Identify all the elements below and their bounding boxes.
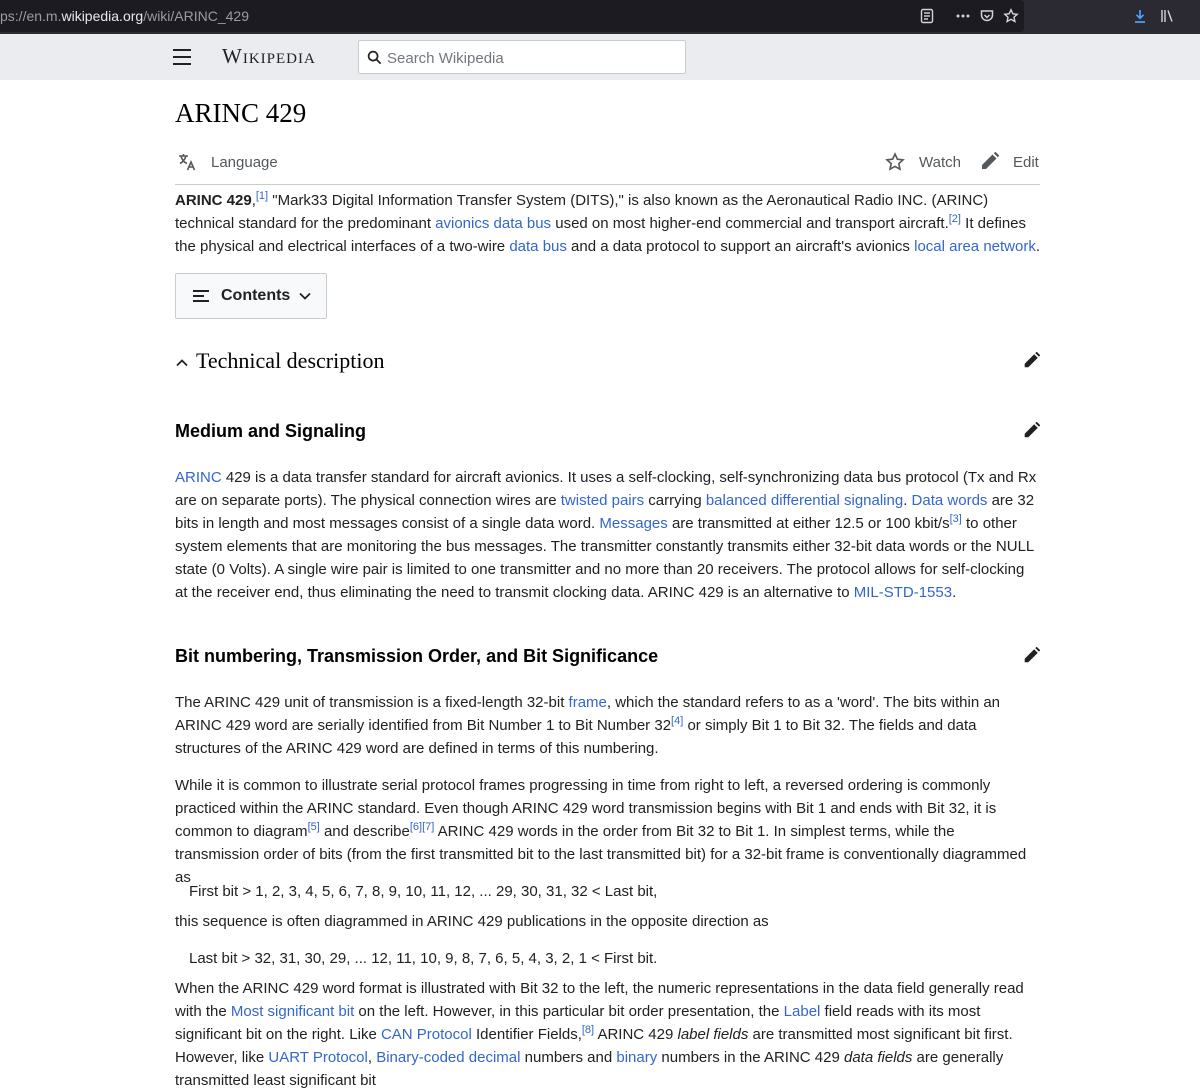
- body-text: .: [903, 492, 912, 509]
- search-input[interactable]: [385, 45, 679, 71]
- bit-order-line-2: Last bit > 32, 31, 30, 29, ... 12, 11, 10, 9, 8, 7, 6, 5, 4, 3, 2, 1 < First bit.: [189, 950, 658, 967]
- wiki-header: [0, 34, 1200, 80]
- body-text: Identifier Fields,: [471, 1026, 582, 1043]
- reference-1[interactable]: [1]: [255, 190, 269, 202]
- body-text: , which the standard refers to as a 'word'. The bits within an ARINC 429 word are serially identified from Bit Number 1 to Bit Number 32: [175, 694, 1001, 734]
- link-twisted-pairs[interactable]: twisted pairs: [560, 492, 645, 509]
- link-binary[interactable]: binary: [616, 1049, 658, 1066]
- link-data-words[interactable]: Data words: [911, 492, 988, 509]
- lead-text: used on most higher-end commercial and transport aircraft.: [551, 215, 949, 232]
- link-messages[interactable]: Messages: [599, 515, 668, 532]
- watch-button[interactable]: [885, 152, 961, 172]
- lead-text: It defines the physical and electrical interfaces of a two-wire: [175, 215, 1027, 255]
- reference-5[interactable]: [5]: [307, 821, 320, 833]
- section-heading: Technical description: [196, 348, 385, 373]
- body-text: ARINC 429 words in the order from Bit 32 to Bit 1. In simplest terms, while the transmission order of bits (from the first transmitted bit to the last transmitted bit) for a 32-bit frame is conventionally diagrammed as: [175, 823, 1027, 886]
- lead-text: .: [1035, 238, 1041, 255]
- search-icon: [367, 50, 382, 65]
- bit-numbering-paragraph-2: [175, 774, 1040, 889]
- link-arinc[interactable]: ARINC: [175, 469, 222, 486]
- link-label[interactable]: Label: [783, 1003, 821, 1020]
- reference-6[interactable]: [6]: [409, 821, 423, 833]
- link-can-protocol[interactable]: CAN Protocol: [380, 1026, 472, 1043]
- more-icon[interactable]: [954, 7, 972, 25]
- language-icon: [177, 152, 197, 172]
- collapse-chevron-icon[interactable]: [175, 356, 189, 370]
- pocket-icon[interactable]: [978, 7, 996, 25]
- download-icon[interactable]: [1131, 7, 1149, 25]
- body-text: ARINC 429: [594, 1026, 678, 1043]
- contents-label: Contents: [221, 287, 291, 304]
- language-label: Language: [211, 153, 278, 171]
- subsection-edit-pencil-icon[interactable]: [1022, 422, 1040, 440]
- wikipedia-logo[interactable]: Wikipedia: [222, 44, 316, 68]
- link-binary-coded-decimal[interactable]: Binary-coded decimal: [376, 1049, 521, 1066]
- body-text: field reads with its most significant bit on the right. Like: [175, 1003, 981, 1043]
- bit-numbering-paragraph-3: this sequence is often diagrammed in ARINC 429 publications in the opposite direction as: [175, 913, 769, 930]
- reference-8[interactable]: [8]: [581, 1024, 595, 1036]
- subsection-heading-bit-numbering: Bit numbering, Transmission Order, and Bit Significance: [175, 646, 659, 666]
- address-bar[interactable]: [0, 0, 1024, 32]
- body-text: and describe: [319, 823, 410, 840]
- lead-text: and a data protocol to support an aircraft's avionics: [566, 238, 915, 255]
- body-text: 429 is a data transfer standard for aircraft avionics. It uses a self-clocking, self-synchronizing data bus protocol (Tx and Rx are on separate ports). The physical connection wires are: [175, 469, 1037, 509]
- body-text: are transmitted most significant bit first. However, like: [175, 1026, 1013, 1066]
- link-avionics-data-bus[interactable]: avionics data bus: [435, 215, 552, 232]
- link-mil-std-1553[interactable]: MIL-STD-1553: [853, 584, 953, 601]
- chevron-down-icon: [298, 289, 312, 303]
- section-edit-pencil-icon[interactable]: [1022, 352, 1040, 370]
- edit-label: Edit: [1013, 153, 1039, 171]
- reader-view-icon[interactable]: [918, 7, 936, 25]
- page-actions-bar: [175, 140, 1040, 185]
- library-icon[interactable]: [1158, 7, 1176, 25]
- lead-bold-title: ARINC 429: [175, 192, 252, 209]
- link-uart-protocol[interactable]: UART Protocol: [268, 1049, 368, 1066]
- italic-text: data fields: [843, 1049, 913, 1066]
- contents-button[interactable]: [175, 273, 327, 319]
- section-technical-description: [175, 348, 1040, 388]
- subsection-edit-pencil-icon[interactable]: [1022, 647, 1040, 665]
- link-most-significant-bit[interactable]: Most significant bit: [230, 1003, 355, 1020]
- contents-list-icon: [193, 287, 209, 305]
- body-text: ,: [367, 1049, 377, 1066]
- url-text[interactable]: ps://en.m.wikipedia.org/wiki/ARINC_429: [0, 8, 250, 24]
- body-text: are generally transmitted least significant bit: [175, 1049, 1004, 1089]
- link-local-area-network[interactable]: local area network: [914, 238, 1036, 255]
- body-text: or simply Bit 1 to Bit 32. The fields and data structures of the ARINC 429 word are defined in terms of this numbering.: [175, 717, 977, 757]
- body-text: numbers in the ARINC 429: [657, 1049, 844, 1066]
- bit-numbering-paragraph-4: [175, 977, 1040, 1092]
- language-button[interactable]: [177, 152, 278, 172]
- pencil-icon: [979, 152, 999, 172]
- lead-text: "Mark33 Digital Information Transfer System (DITS)," is also known as the Aeronautical Radio INC. (ARINC) technical standard for the predominant: [175, 192, 989, 232]
- reference-7[interactable]: [7]: [422, 821, 435, 833]
- body-text: When the ARINC 429 word format is illustrated with Bit 32 to the left, the numeric representations in the data field generally read with the: [175, 980, 1024, 1020]
- subsection-heading-medium: Medium and Signaling: [175, 421, 367, 441]
- italic-text: label fields: [677, 1026, 749, 1043]
- body-text: The ARINC 429 unit of transmission is a fixed-length 32-bit: [175, 694, 569, 711]
- body-text: to other system elements that are monitoring the bus messages. The transmitter constantly transmits either 32-bit data words or the NULL state (0 Volts). A single wire pair is limited to one transmitter and no more than 20 receivers. The protocol allows for self-clocking at the receiver end, thus eliminating the need to transmit clocking data. ARINC 429 is an alternative to: [175, 515, 1034, 601]
- body-text: .: [952, 584, 957, 601]
- watch-label: Watch: [919, 153, 961, 171]
- edit-button[interactable]: [979, 152, 1039, 172]
- body-text: are transmitted at either 12.5 or 100 kbit/s: [667, 515, 950, 532]
- link-frame[interactable]: frame: [568, 694, 607, 711]
- main-menu-icon[interactable]: [173, 49, 191, 65]
- search-box[interactable]: [358, 40, 686, 74]
- medium-paragraph: [175, 466, 1040, 604]
- bookmark-star-icon[interactable]: [1002, 7, 1020, 25]
- body-text: on the left. However, in this particular bit order presentation, the: [354, 1003, 784, 1020]
- star-icon: [885, 152, 905, 172]
- bit-numbering-paragraph-1: [175, 691, 1040, 760]
- body-text: numbers and: [520, 1049, 617, 1066]
- bit-order-line-1: First bit > 1, 2, 3, 4, 5, 6, 7, 8, 9, 10, 11, 12, ... 29, 30, 31, 32 < Last bit,: [189, 883, 658, 900]
- browser-toolbar: [0, 0, 1200, 35]
- body-text: are 32 bits in length and most messages consist of a single data word.: [175, 492, 1035, 532]
- reference-3[interactable]: [3]: [949, 513, 962, 525]
- link-balanced-differential-signaling[interactable]: balanced differential signaling: [705, 492, 904, 509]
- reference-4[interactable]: [4]: [671, 715, 684, 727]
- link-data-bus[interactable]: data bus: [509, 238, 567, 255]
- body-text: carrying: [644, 492, 706, 509]
- reference-2[interactable]: [2]: [948, 213, 961, 225]
- page-title: ARINC 429: [175, 98, 307, 128]
- body-text: While it is common to illustrate serial protocol frames progressing in time from right to left, a reversed ordering is commonly practiced within the ARINC standard. Even though ARINC 429 word transmission begins with Bit 1 and ends with Bit 32, it is common to diagram: [175, 777, 997, 840]
- lead-paragraph: ARINC 429,[1] "Mark33 Digital Information Transfer System (DITS)," is also known as the Aeronautical Radio INC. (ARINC) technical standard for the predominant avionics data bus used on most higher-end commercial and transport aircraft.[2] It defines the physical and electrical interfaces of a two-wire data bus and a data protocol to support an aircraft's avionics local area network.: [175, 190, 1041, 255]
